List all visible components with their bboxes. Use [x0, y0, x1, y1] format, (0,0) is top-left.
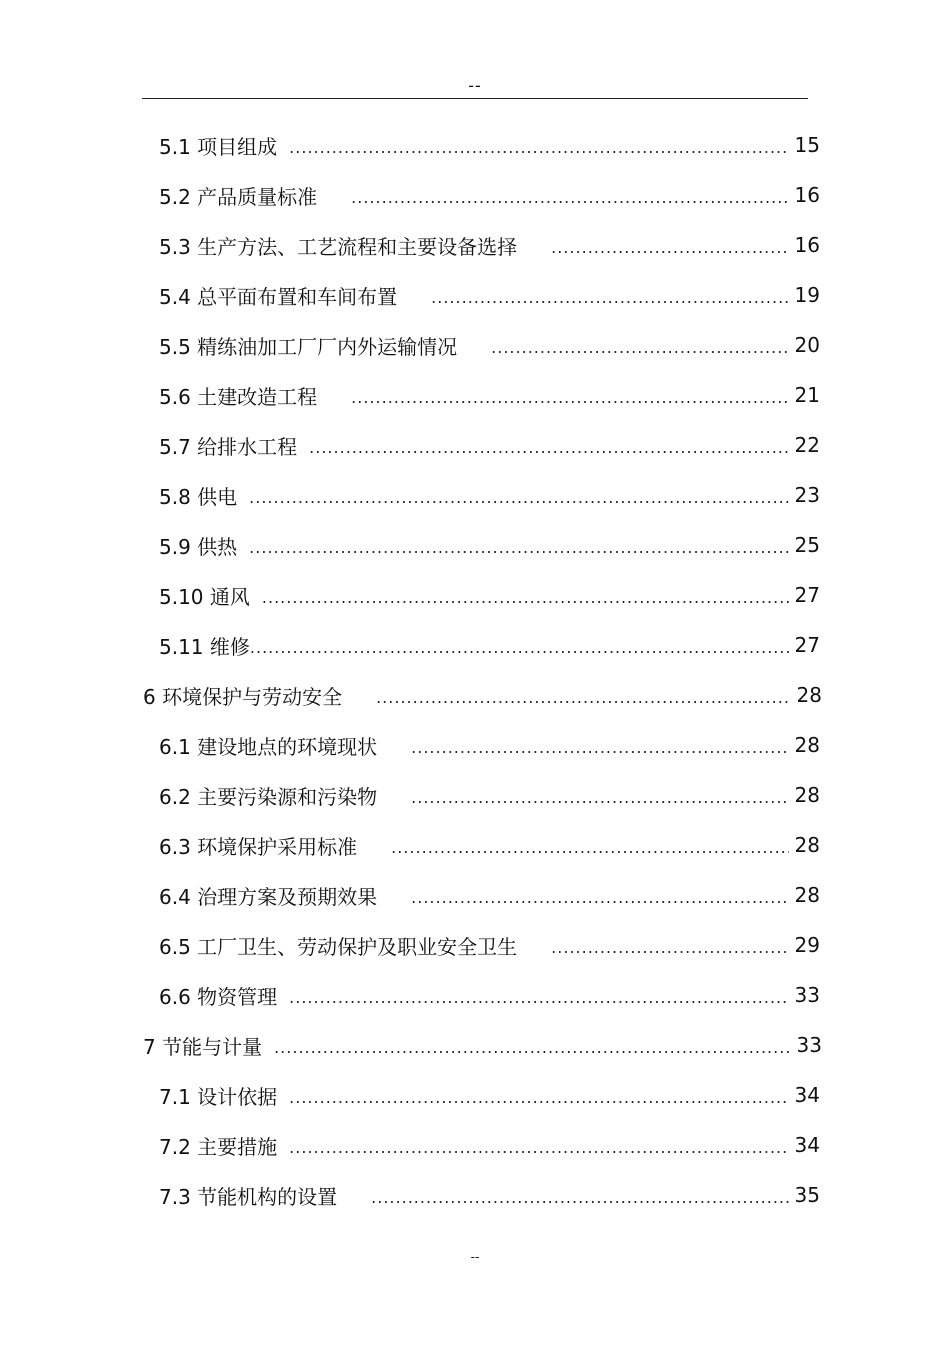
toc-dot-leader	[431, 288, 788, 307]
toc-dot-leader	[491, 338, 788, 357]
toc-dot-leader	[309, 438, 788, 457]
header-rule	[142, 98, 808, 99]
toc-entry[interactable]	[159, 720, 820, 770]
toc-entry-label: 7.1 设计依据	[159, 1084, 278, 1109]
toc-entry[interactable]	[159, 270, 820, 320]
page-footer-mark: --	[470, 1250, 480, 1264]
toc-entry-label: 5.11 维修	[159, 634, 250, 659]
toc-entry-label: 5.2 产品质量标准	[159, 184, 318, 209]
toc-entry-page: 19	[794, 283, 820, 307]
toc-dot-leader	[371, 1188, 788, 1207]
toc-entry[interactable]	[159, 220, 820, 270]
toc-entry[interactable]	[143, 1020, 822, 1070]
toc-entry-page: 21	[794, 383, 820, 407]
toc-entry-page: 34	[794, 1133, 820, 1157]
toc-entry-page: 35	[794, 1183, 820, 1207]
toc-entry-label: 7.3 节能机构的设置	[159, 1184, 338, 1209]
table-of-contents	[0, 120, 950, 1220]
toc-dot-leader	[411, 738, 788, 757]
toc-entry[interactable]	[159, 320, 820, 370]
toc-entry-page: 28	[794, 883, 820, 907]
toc-dot-leader	[411, 888, 788, 907]
toc-entry-label: 5.3 生产方法、工艺流程和主要设备选择	[159, 234, 518, 259]
toc-dot-leader	[289, 138, 788, 157]
toc-dot-leader	[289, 1138, 788, 1157]
toc-entry[interactable]	[159, 470, 820, 520]
toc-entry[interactable]	[159, 570, 820, 620]
toc-entry[interactable]	[159, 520, 820, 570]
toc-dot-leader	[250, 638, 789, 657]
toc-entry-label: 6.1 建设地点的环境现状	[159, 734, 378, 759]
toc-dot-leader	[411, 788, 788, 807]
toc-dot-leader	[249, 488, 788, 507]
toc-entry[interactable]	[159, 1070, 820, 1120]
toc-entry-label: 6 环境保护与劳动安全	[143, 684, 343, 709]
toc-entry[interactable]	[159, 620, 820, 670]
toc-entry-page: 27	[794, 583, 820, 607]
toc-entry-label: 6.4 治理方案及预期效果	[159, 884, 378, 909]
toc-entry-label: 5.10 通风	[159, 584, 250, 609]
toc-entry-page: 16	[794, 183, 820, 207]
toc-entry-label: 5.4 总平面布置和车间布置	[159, 284, 398, 309]
toc-dot-leader	[249, 538, 788, 557]
toc-entry-page: 29	[794, 933, 820, 957]
toc-entry-label: 5.8 供电	[159, 484, 238, 509]
toc-entry[interactable]	[143, 670, 822, 720]
toc-entry-label: 5.9 供热	[159, 534, 238, 559]
toc-dot-leader	[551, 238, 788, 257]
toc-entry-label: 6.2 主要污染源和污染物	[159, 784, 378, 809]
toc-entry-page: 33	[796, 1033, 822, 1057]
toc-entry-page: 15	[794, 133, 820, 157]
toc-entry-label: 7 节能与计量	[143, 1034, 263, 1059]
toc-entry-label: 6.5 工厂卫生、劳动保护及职业安全卫生	[159, 934, 518, 959]
toc-entry[interactable]	[159, 770, 820, 820]
toc-dot-leader	[351, 188, 788, 207]
toc-entry[interactable]	[159, 1120, 820, 1170]
toc-entry-page: 34	[794, 1083, 820, 1107]
toc-entry-page: 23	[794, 483, 820, 507]
toc-entry[interactable]	[159, 420, 820, 470]
toc-entry-page: 25	[794, 533, 820, 557]
toc-entry-page: 22	[794, 433, 820, 457]
toc-entry[interactable]	[159, 120, 820, 170]
toc-dot-leader	[274, 1038, 790, 1057]
toc-entry[interactable]	[159, 970, 820, 1020]
toc-entry[interactable]	[159, 870, 820, 920]
toc-entry[interactable]	[159, 1170, 820, 1220]
toc-dot-leader	[289, 1088, 788, 1107]
toc-entry-label: 5.5 精练油加工厂厂内外运输情况	[159, 334, 458, 359]
toc-entry-label: 7.2 主要措施	[159, 1134, 278, 1159]
toc-dot-leader	[376, 688, 790, 707]
toc-entry-page: 28	[794, 833, 820, 857]
toc-dot-leader	[351, 388, 788, 407]
toc-dot-leader	[289, 988, 788, 1007]
toc-entry[interactable]	[159, 370, 820, 420]
toc-entry-page: 28	[794, 733, 820, 757]
toc-entry-label: 6.3 环境保护采用标准	[159, 834, 358, 859]
toc-entry[interactable]	[159, 170, 820, 220]
toc-entry-page: 16	[794, 233, 820, 257]
toc-entry-label: 5.6 土建改造工程	[159, 384, 318, 409]
toc-entry-page: 28	[796, 683, 822, 707]
toc-entry-label: 5.7 给排水工程	[159, 434, 298, 459]
toc-entry[interactable]	[159, 920, 820, 970]
toc-entry-page: 20	[794, 333, 820, 357]
toc-dot-leader	[551, 938, 788, 957]
toc-entry-page: 28	[794, 783, 820, 807]
toc-dot-leader	[262, 588, 789, 607]
toc-entry-label: 5.1 项目组成	[159, 134, 278, 159]
page-header-mark: --	[468, 76, 482, 95]
toc-entry-page: 33	[794, 983, 820, 1007]
toc-entry-page: 27	[794, 633, 820, 657]
toc-entry[interactable]	[159, 820, 820, 870]
toc-entry-label: 6.6 物资管理	[159, 984, 278, 1009]
toc-dot-leader	[391, 838, 788, 857]
